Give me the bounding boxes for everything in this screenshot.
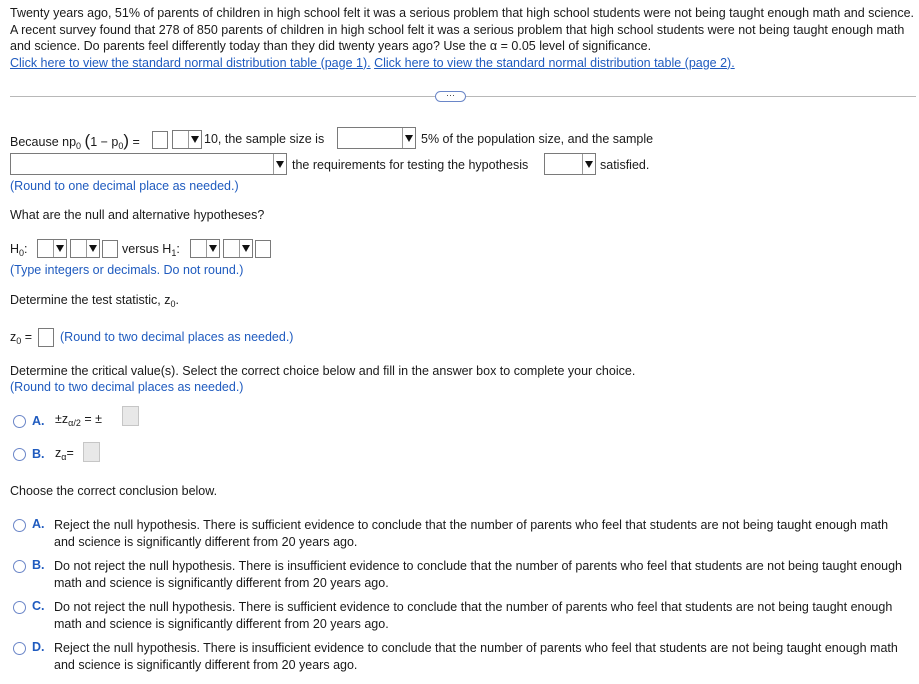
conclusion-choice-b-text[interactable]: Do not reject the null hypothesis. There is insufficient evidence to conclude that the number of parents who feel that students are not being taught enough math and science is significantly different from 20 years ago.: [54, 559, 903, 590]
h1-value-input[interactable]: [255, 240, 271, 258]
h0-label: [10, 242, 28, 256]
h0-colon: :: [24, 242, 28, 256]
critical-choice-a-letter: A.: [32, 414, 45, 428]
conclusion-choice-c-text[interactable]: Do not reject the null hypothesis. There is sufficient evidence to conclude that the number of parents who feel that students are not being taught enough math and science is significantly different from 20 years ago.: [54, 600, 893, 631]
chevron-down-icon: [188, 131, 201, 148]
problem-intro: [10, 5, 915, 71]
chevron-down-icon: [239, 240, 252, 257]
chevron-down-icon: [53, 240, 66, 257]
h1-subscript: 1: [171, 248, 177, 258]
h1-operator-select[interactable]: [223, 239, 253, 258]
p0-subscript: 0: [76, 141, 82, 151]
test-stat-question-text: Determine the test statistic, z: [10, 293, 171, 307]
chevron-down-icon: [206, 240, 219, 257]
round-note-1: (Round to one decimal place as needed.): [10, 179, 239, 193]
h0-value-input[interactable]: [102, 240, 118, 258]
conclusion-choice-c-radio[interactable]: [13, 601, 26, 614]
z-alpha-equals: =: [66, 446, 74, 460]
critical-choice-b-expression: [55, 446, 74, 460]
critical-choice-a-expression: [55, 412, 102, 426]
z0-label: [10, 330, 32, 344]
population-size-text: 5% of the population size, and the sample: [421, 132, 654, 146]
critical-choice-b-radio[interactable]: [13, 448, 26, 461]
expand-more-button[interactable]: ···: [435, 91, 466, 102]
np-comparison-select[interactable]: [172, 130, 202, 149]
chevron-down-icon: [402, 128, 415, 148]
h0-parameter-select[interactable]: [37, 239, 67, 258]
test-statistic-question: [10, 293, 179, 307]
period: .: [175, 293, 179, 307]
critical-choice-a-radio[interactable]: [13, 415, 26, 428]
hypotheses-question: What are the null and alternative hypotheses?: [10, 208, 265, 222]
conclusion-choice-c-letter: C.: [32, 599, 45, 613]
conclusion-choice-b-radio[interactable]: [13, 560, 26, 573]
z0-label-subscript: 0: [16, 336, 22, 346]
pm-z-text: ±z: [55, 412, 69, 426]
alpha-subscript: α: [61, 452, 67, 462]
h1-parameter-select[interactable]: [190, 239, 220, 258]
conclusion-choice-d-text[interactable]: Reject the null hypothesis. There is insufficient evidence to conclude that the number of parents who feel that students are not being taught enough math and science is significantly different from 20 years ago.: [54, 641, 898, 672]
z0-equals: =: [24, 330, 33, 344]
equals-pm-text: = ±: [84, 412, 102, 426]
z-text: z: [10, 330, 17, 344]
requirements-text: the requirements for testing the hypothesis: [292, 158, 529, 172]
sample-requirement-select[interactable]: [10, 153, 287, 175]
normal-table-link-page-2[interactable]: Click here to view the standard normal distribution table (page 2).: [374, 55, 735, 70]
normal-table-link-page-1[interactable]: Click here to view the standard normal distribution table (page 1).: [10, 55, 371, 70]
alpha-half-subscript: α/2: [68, 418, 81, 428]
requirements-met-select[interactable]: [544, 153, 596, 175]
h1-label: [122, 242, 180, 256]
satisfied-text: satisfied.: [600, 158, 650, 172]
conclusion-question: Choose the correct conclusion below.: [10, 484, 218, 498]
type-integers-note: (Type integers or decimals. Do not round.): [10, 263, 244, 277]
conclusion-choice-d-radio[interactable]: [13, 642, 26, 655]
h1-colon: :: [176, 242, 180, 256]
critical-value-question: Determine the critical value(s). Select the correct choice below and fill in the answer box to complete your choice.: [10, 364, 636, 378]
p0-subscript-2: 0: [118, 141, 124, 151]
because-text: Because np: [10, 135, 77, 149]
conclusion-choice-a-letter: A.: [32, 517, 45, 531]
critical-value-one-tailed-input[interactable]: [83, 442, 100, 462]
sample-size-text: 10, the sample size is: [204, 132, 325, 146]
test-statistic-input[interactable]: [38, 328, 54, 347]
h0-operator-select[interactable]: [70, 239, 100, 258]
critical-value-two-tailed-input[interactable]: [122, 406, 139, 426]
h0-subscript: 0: [19, 248, 25, 258]
critical-choice-b-letter: B.: [32, 447, 45, 461]
round-note-3: (Round to two decimal places as needed.): [10, 380, 244, 394]
versus-text: versus H: [122, 242, 172, 256]
conclusion-choice-b-letter: B.: [32, 558, 45, 572]
open-paren: (: [84, 131, 91, 150]
chevron-down-icon: [273, 154, 286, 174]
np-label: [10, 131, 140, 151]
conclusion-choice-a-radio[interactable]: [13, 519, 26, 532]
conclusion-choice-a-text[interactable]: Reject the null hypothesis. There is sufficient evidence to conclude that the number of parents who feel that students are not being taught enough math and science is significantly different from 20 years ago.: [54, 518, 889, 549]
z-alpha-text: z: [55, 446, 62, 460]
one-minus-p-text: 1 − p: [90, 135, 119, 149]
h0-text: H: [10, 242, 20, 256]
sample-size-select[interactable]: [337, 127, 416, 149]
problem-text: Twenty years ago, 51% of parents of children in high school felt it was a serious problem that high school students were not being taught enough math and science. A recent survey found that 278 of 850 parents of children in high school felt it was a serious problem that high school students were not being taught enough math and science. Do parents feel differently today than they did twenty years ago? Use the α = 0.05 level of significance.: [10, 6, 915, 53]
chevron-down-icon: [582, 154, 595, 174]
z0-subscript: 0: [170, 299, 176, 309]
chevron-down-icon: [86, 240, 99, 257]
conclusion-choice-d-letter: D.: [32, 640, 45, 654]
equals-sign: =: [132, 135, 140, 149]
close-paren: ): [123, 131, 130, 150]
np-value-input[interactable]: [152, 131, 168, 149]
round-note-2: (Round to two decimal places as needed.): [60, 330, 294, 344]
